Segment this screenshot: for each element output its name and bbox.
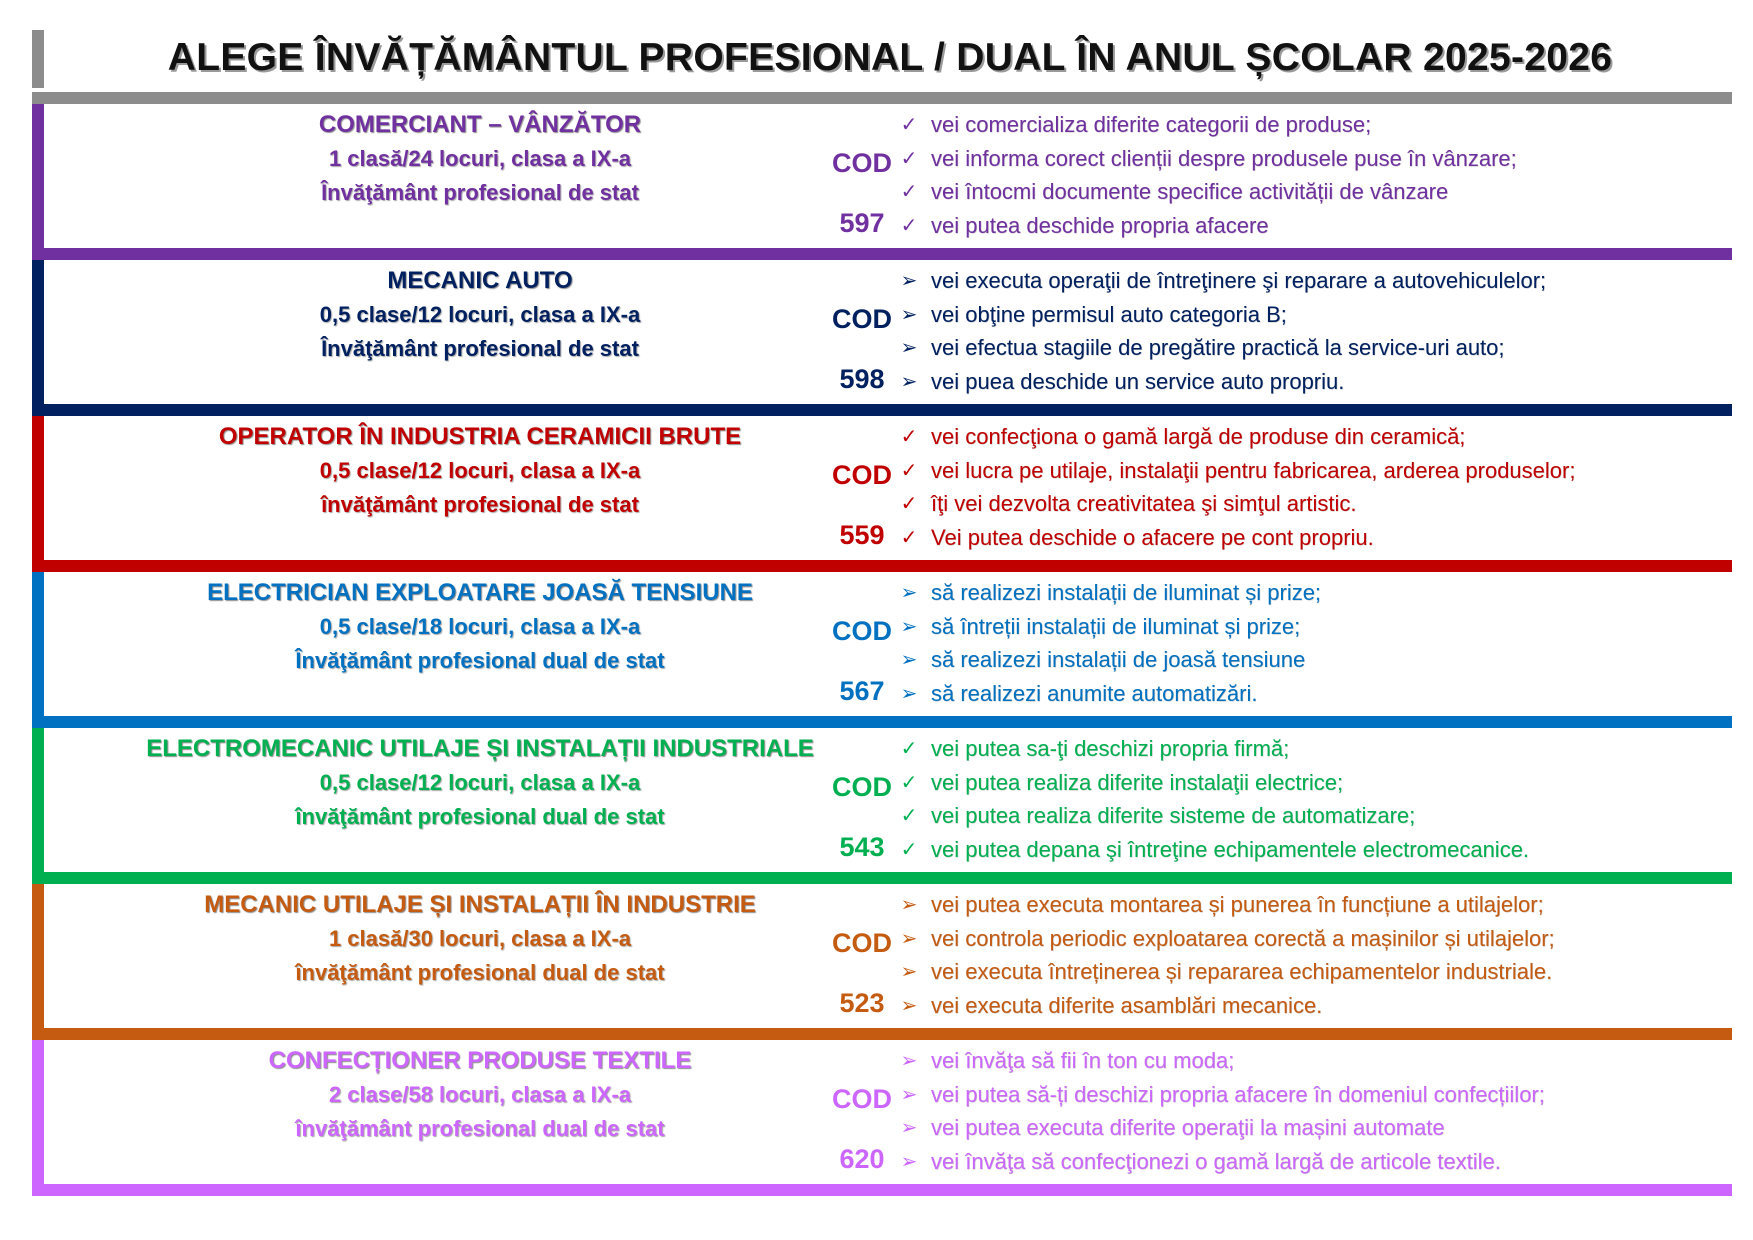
checkmark-icon: ✓ [900,426,918,448]
section-bottom-rule [32,404,1732,416]
arrow-bullet-icon: ➢ [900,303,918,326]
benefit-list [887,266,1727,400]
benefit-text: să realizezi anumite automatizări. [931,680,1258,706]
benefit-text: Vei putea deschide o afacere pe cont propriu. [931,524,1374,550]
checkmark-icon: ✓ [900,114,918,136]
program-section [32,1040,1732,1196]
program-section [32,416,1732,572]
benefit-item [887,333,1727,367]
arrow-bullet-icon: ➢ [900,582,918,604]
arrow-bullet-icon: ➢ [900,894,918,916]
section-bottom-rule [32,1028,1732,1040]
cod-label: COD [832,928,892,958]
benefit-item [887,801,1727,835]
benefit-text: vei executa întreținerea și repararea echipamentelor industriale. [931,959,1553,984]
benefit-text: vei executa diferite asamblări mecanice. [931,992,1323,1018]
benefit-list [887,578,1727,712]
program-section [32,572,1732,728]
page-title: ALEGE ÎNVĂȚĂMÂNTUL PROFESIONAL / DUAL ÎN ANUL ȘCOLAR 2025-2026 [167,36,1613,79]
checkmark-icon: ✓ [900,738,918,760]
program-code: 620 [839,1144,885,1174]
program-places: 0,5 clase/12 locuri, clasa a IX-a [319,458,641,483]
section-side-bar [32,884,44,1028]
benefit-text: vei întocmi documente specifice activității de vânzare [931,179,1449,204]
program-section [32,260,1732,416]
arrow-bullet-icon: ➢ [900,1150,918,1173]
checkmark-icon: ✓ [900,493,918,515]
program-type: Învăţământ profesional de stat [321,180,639,205]
benefit-item [887,645,1727,679]
checkmark-icon: ✓ [900,771,918,794]
arrow-bullet-icon: ➢ [900,270,918,292]
benefit-item [887,991,1727,1025]
benefit-item [887,177,1727,211]
benefit-item [887,300,1727,334]
benefit-text: vei puea deschide un service auto propriu. [931,368,1345,394]
benefit-text: vei obţine permisul auto categoria B; [931,301,1287,327]
section-side-bar [32,1040,44,1184]
benefit-list [887,890,1727,1024]
benefit-item [887,144,1727,178]
cod-label: COD [832,616,892,646]
arrow-bullet-icon: ➢ [900,1117,918,1139]
benefit-item [887,422,1727,456]
arrow-bullet-icon: ➢ [900,994,918,1017]
benefit-text: vei învăţa să confecţionezi o gamă largă de articole textile. [931,1148,1501,1174]
benefit-text: vei putea realiza diferite sisteme de automatizare; [931,803,1416,828]
benefit-text: vei confecţiona o gamă largă de produse din ceramică; [931,424,1466,449]
section-bottom-rule [32,716,1732,728]
benefit-text: vei controla periodic exploatarea corectă a mașinilor și utilajelor; [931,925,1555,951]
arrow-bullet-icon: ➢ [900,337,918,359]
benefit-text: vei comercializa diferite categorii de produse; [931,112,1372,137]
checkmark-icon: ✓ [900,838,918,861]
section-side-bar [32,104,44,248]
title-accent-bar [32,30,44,88]
program-code: 567 [839,676,885,706]
checkmark-icon: ✓ [900,181,918,203]
benefit-text: vei executa operaţii de întreţinere şi reparare a autovehiculelor; [931,268,1547,293]
section-side-bar [32,260,44,404]
arrow-bullet-icon: ➢ [900,927,918,950]
cod-label: COD [832,304,892,334]
benefit-text: vei putea executa montarea și punerea în funcțiune a utilajelor; [931,892,1544,917]
arrow-bullet-icon: ➢ [900,1083,918,1106]
benefit-text: vei putea depana şi întreţine echipamentele electromecanice. [931,836,1530,862]
program-name: MECANIC AUTO [387,267,573,294]
program-code: 598 [839,364,885,394]
benefit-item [887,523,1727,557]
program-places: 2 clase/58 locuri, clasa a IX-a [328,1082,632,1107]
benefit-item [887,1147,1727,1181]
benefit-item [887,578,1727,612]
checkmark-icon: ✓ [900,805,918,827]
benefit-item [887,1113,1727,1147]
program-code: 559 [839,520,885,550]
benefit-list [887,1046,1727,1180]
cod-label: COD [832,460,892,490]
benefit-item [887,110,1727,144]
program-code: 543 [839,832,885,862]
benefit-item [887,957,1727,991]
benefit-item [887,1080,1727,1114]
program-name: ELECTROMECANIC UTILAJE ȘI INSTALAȚII INDUSTRIALE [146,735,814,762]
benefit-text: vei putea realiza diferite instalaţii electrice; [931,769,1344,795]
benefit-item [887,924,1727,958]
cod-label: COD [832,772,892,802]
program-section [32,884,1732,1040]
program-type: Învăţământ profesional dual de stat [295,648,665,673]
section-bottom-rule [32,248,1732,260]
benefit-item [887,679,1727,713]
program-places: 0,5 clase/18 locuri, clasa a IX-a [319,614,641,639]
program-type: Învăţământ profesional de stat [321,336,639,361]
benefit-text: vei putea sa-ţi deschizi propria firmă; [931,736,1290,761]
benefit-list [887,734,1727,868]
benefit-item [887,890,1727,924]
program-name: OPERATOR ÎN INDUSTRIA CERAMICII BRUTE [218,423,742,450]
title-rule [32,92,1732,104]
arrow-bullet-icon: ➢ [900,1050,918,1072]
benefit-item [887,456,1727,490]
benefit-item [887,768,1727,802]
program-places: 1 clasă/30 locuri, clasa a IX-a [328,926,632,951]
benefit-item [887,1046,1727,1080]
program-places: 0,5 clase/12 locuri, clasa a IX-a [319,302,641,327]
section-bottom-rule [32,560,1732,572]
arrow-bullet-icon: ➢ [900,961,918,983]
program-places: 0,5 clase/12 locuri, clasa a IX-a [319,770,641,795]
benefit-text: vei efectua stagiile de pregătire practică la service-uri auto; [931,335,1505,360]
program-code: 523 [839,988,885,1018]
cod-label: COD [832,148,892,178]
section-side-bar [32,416,44,560]
program-type: învăţământ profesional dual de stat [295,804,665,829]
arrow-bullet-icon: ➢ [900,615,918,638]
benefit-item [887,489,1727,523]
program-type: învăţământ profesional dual de stat [295,960,665,985]
benefit-text: să întreții instalații de iluminat și prize; [931,613,1301,639]
program-type: învăţământ profesional dual de stat [295,1116,665,1141]
checkmark-icon: ✓ [900,459,918,482]
cod-label: COD [832,1084,892,1114]
program-name: ELECTRICIAN EXPLOATARE JOASĂ TENSIUNE [207,579,753,606]
benefit-text: vei putea deschide propria afacere [931,212,1269,238]
benefit-list [887,110,1727,244]
benefit-text: vei putea executa diferite operaţii la mașini automate [931,1115,1445,1140]
benefit-text: vei învăţa să fii în ton cu moda; [931,1048,1235,1073]
program-code: 597 [839,208,885,238]
arrow-bullet-icon: ➢ [900,370,918,393]
section-bottom-rule [32,872,1732,884]
program-name: CONFECȚIONER PRODUSE TEXTILE [268,1047,692,1074]
benefit-item [887,266,1727,300]
section-bottom-rule [32,1184,1732,1196]
checkmark-icon: ✓ [900,147,918,170]
program-list [32,104,1732,1196]
arrow-bullet-icon: ➢ [900,682,918,705]
benefit-item [887,835,1727,869]
benefit-text: vei lucra pe utilaje, instalaţii pentru fabricarea, arderea produselor; [931,457,1576,483]
benefit-text: să realizezi instalații de joasă tensiune [931,647,1306,672]
benefit-text: vei putea să-ți deschizi propria afacere în domeniul confecțiilor; [931,1081,1545,1107]
benefit-item [887,612,1727,646]
program-places: 1 clasă/24 locuri, clasa a IX-a [328,146,632,171]
benefit-text: îţi vei dezvolta creativitatea şi simţul artistic. [931,491,1357,516]
benefit-item [887,734,1727,768]
program-type: învăţământ profesional de stat [321,492,639,517]
arrow-bullet-icon: ➢ [900,649,918,671]
benefit-item [887,211,1727,245]
program-section [32,728,1732,884]
checkmark-icon: ✓ [900,214,918,237]
program-name: COMERCIANT – VÂNZĂTOR [318,111,642,138]
benefit-list [887,422,1727,556]
benefit-text: să realizezi instalații de iluminat și prize; [931,580,1322,605]
checkmark-icon: ✓ [900,526,918,549]
program-name: MECANIC UTILAJE ȘI INSTALAȚII ÎN INDUSTRIE [204,891,756,918]
section-side-bar [32,572,44,716]
benefit-item [887,367,1727,401]
program-section [32,104,1732,260]
benefit-text: vei informa corect clienții despre produsele puse în vânzare; [931,145,1517,171]
section-side-bar [32,728,44,872]
